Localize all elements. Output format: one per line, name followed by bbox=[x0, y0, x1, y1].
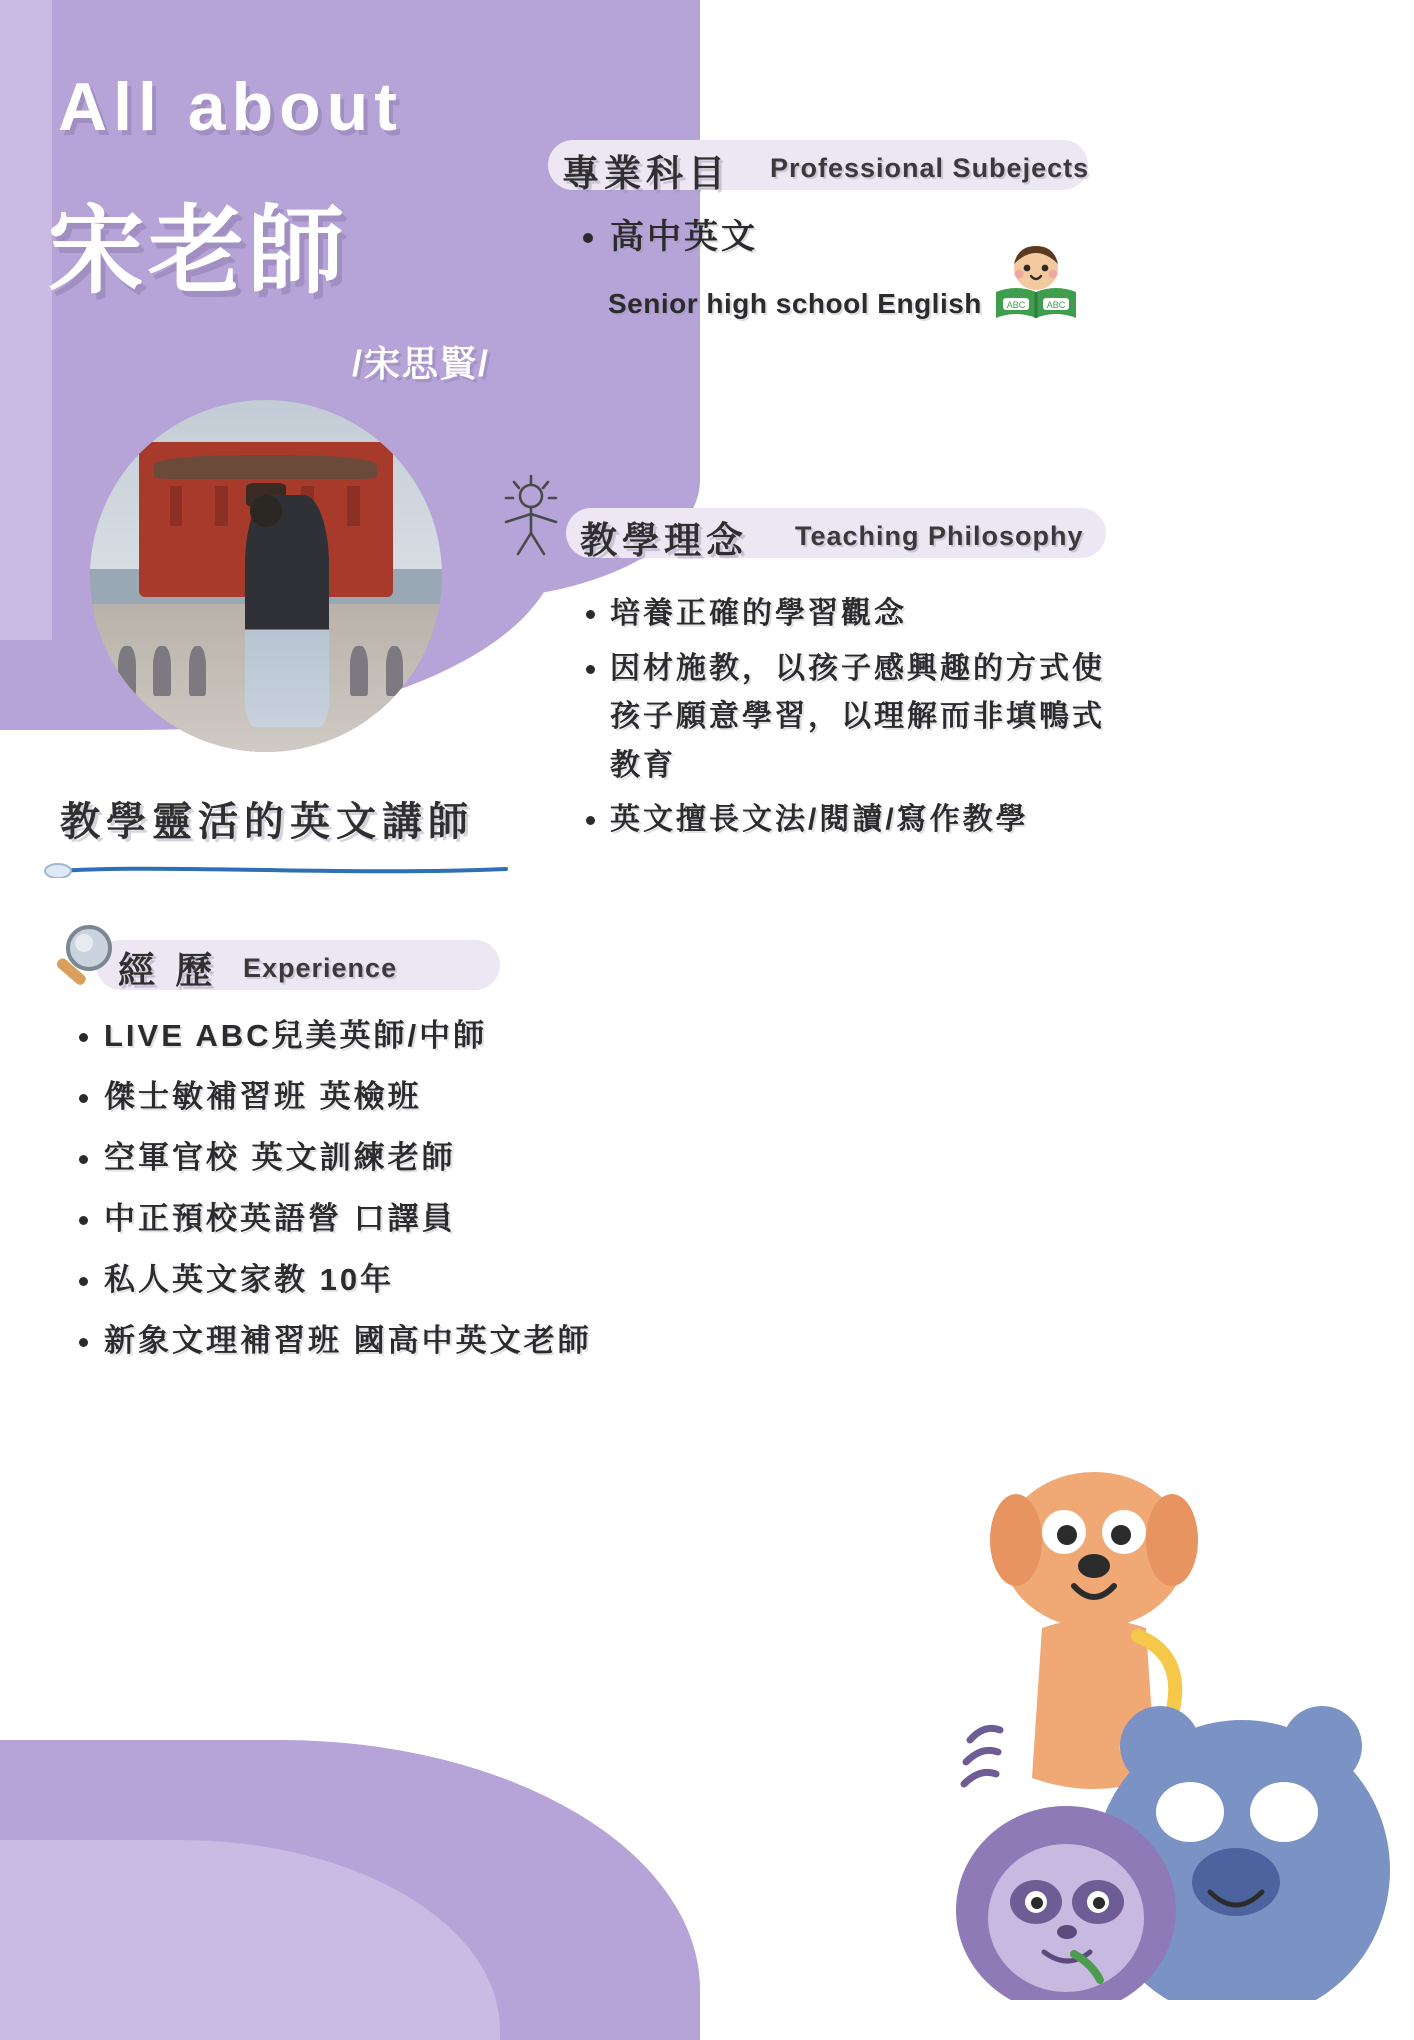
header-accent-strip bbox=[0, 0, 52, 640]
magnifier-icon bbox=[48, 922, 122, 1002]
subjects-title-cn: 專業科目 bbox=[562, 153, 730, 194]
list-item: • 中正預校英語營 口譯員 bbox=[104, 1203, 724, 1234]
list-item: • 傑士敏補習班 英檢班 bbox=[104, 1081, 724, 1112]
page-title: 宋老師 bbox=[48, 198, 348, 305]
page-title-en: All about bbox=[58, 69, 403, 145]
photo-crowd-figure bbox=[350, 646, 368, 695]
list-item: • 新象文理補習班 國高中英文老師 bbox=[104, 1325, 724, 1356]
photo-person-head bbox=[250, 495, 282, 527]
list-item: • 私人英文家教 10年 bbox=[104, 1264, 724, 1295]
list-item: • 空軍官校 英文訓練老師 bbox=[104, 1142, 724, 1173]
philosophy-list bbox=[576, 590, 1130, 851]
philosophy-title-en: Teaching Philosophy bbox=[795, 521, 1084, 551]
list-item: • 高中英文 bbox=[610, 218, 1110, 257]
person-idea-icon bbox=[492, 470, 570, 556]
experience-title-cn: 經 歷 bbox=[118, 950, 218, 991]
underline-decoration bbox=[44, 862, 514, 878]
photo-person bbox=[245, 495, 329, 727]
photo-temple-column bbox=[347, 486, 360, 526]
experience-list bbox=[70, 1020, 724, 1386]
tagline: 教學靈活的英文講師 bbox=[60, 800, 474, 844]
subjects-item-en: Senior high school English bbox=[608, 288, 982, 319]
photo-crowd-figure bbox=[386, 646, 404, 695]
list-item: • LIVE ABC兒美英師/中師 bbox=[104, 1020, 724, 1051]
experience-title-en: Experience bbox=[243, 953, 398, 983]
mascot-illustration bbox=[924, 1440, 1404, 2000]
page-subtitle: /宋思賢/ bbox=[352, 343, 491, 384]
philosophy-title-cn: 教學理念 bbox=[580, 520, 748, 561]
photo-temple-column bbox=[215, 486, 228, 526]
list-item: • 因材施教，以孩子感興趣的方式使孩子願意學習，以理解而非填鴨式教育 bbox=[610, 645, 1130, 791]
subjects-title-en: Professional Subejects bbox=[770, 153, 1090, 183]
photo-crowd-figure bbox=[153, 646, 171, 695]
svg-text:ABC: ABC bbox=[1006, 300, 1026, 310]
photo-temple-column bbox=[170, 486, 183, 526]
photo-crowd-figure bbox=[118, 646, 136, 695]
list-item: • 培養正確的學習觀念 bbox=[610, 590, 1130, 639]
photo-temple-roof bbox=[154, 455, 377, 480]
list-item: • 英文擅長文法/閱讀/寫作教學 bbox=[610, 796, 1130, 845]
photo-crowd-figure bbox=[189, 646, 207, 695]
svg-text:ABC: ABC bbox=[1046, 300, 1066, 310]
avatar bbox=[90, 400, 442, 752]
open-book-icon bbox=[990, 238, 1082, 330]
